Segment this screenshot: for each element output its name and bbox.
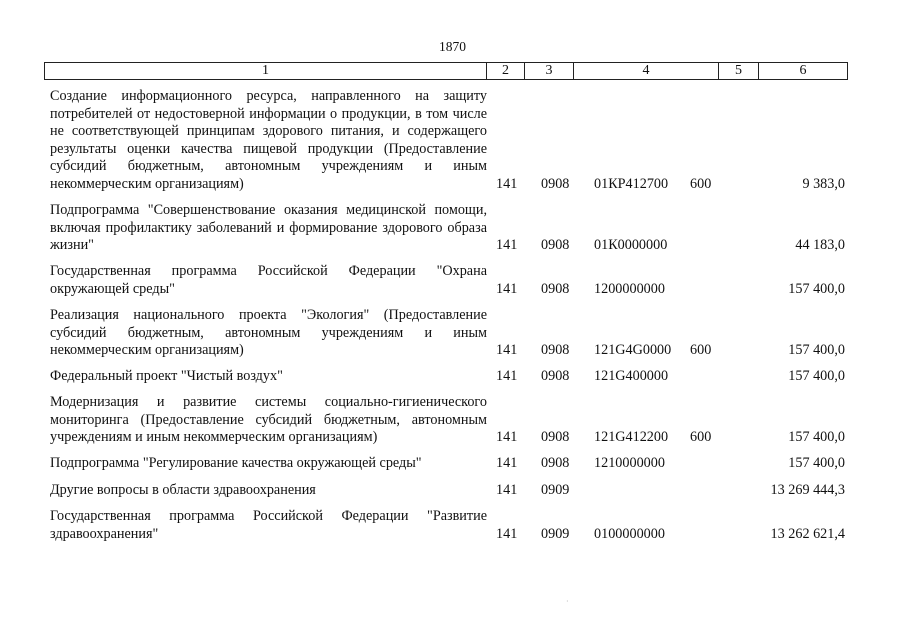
- table-row: [0, 482, 905, 499]
- row-code-section: 0908: [541, 175, 570, 192]
- row-amount: 13 262 621,4: [770, 525, 845, 542]
- row-description: Создание информационного ресурса, направленного на защиту потребителей от недостоверной информации о продукции, в том числе не соответствующей принципам здорового питания, и содержащего результаты оценки качества пищевой продукции (Предоставление субсидий бюджетным, автономным учреждениям и иным некоммерческим организациям): [50, 88, 487, 192]
- row-code-target: 121G4G0000: [594, 341, 672, 358]
- column-header-6: 6: [759, 63, 848, 80]
- row-amount: 9 383,0: [802, 175, 845, 192]
- column-header-3: 3: [525, 63, 574, 80]
- table-row: [0, 394, 905, 446]
- row-amount: 157 400,0: [788, 367, 845, 384]
- row-code-target: 0100000000: [594, 525, 665, 542]
- column-header-4: 4: [574, 63, 719, 80]
- row-amount: 44 183,0: [795, 236, 845, 253]
- row-amount: 157 400,0: [788, 454, 845, 471]
- row-code-section: 0908: [541, 280, 570, 297]
- row-code-section: 0908: [541, 454, 570, 471]
- table-row: [0, 263, 905, 298]
- row-code-section: 0908: [541, 341, 570, 358]
- row-code-ministry: 141: [496, 280, 518, 297]
- row-description: Модернизация и развитие системы социально-гигиенического мониторинга (Предоставление субсидий бюджетным, автономным учреждениям и иным некоммерческим организациям): [50, 394, 487, 445]
- row-code-ministry: 141: [496, 428, 518, 445]
- row-description: Подпрограмма "Совершенствование оказания медицинской помощи, включая профилактику заболеваний и формирование здорового образа жизни": [50, 202, 487, 253]
- row-code-section: 0908: [541, 236, 570, 253]
- row-code-target: 121G412200: [594, 428, 669, 445]
- row-description: Реализация национального проекта "Экология" (Предоставление субсидий бюджетным, автономным учреждениям и иным некоммерческим организациям): [50, 307, 487, 358]
- scan-speck: ·: [566, 597, 569, 606]
- column-header-row: [45, 63, 848, 80]
- row-code-expense-type: 600: [690, 428, 712, 445]
- table-row: [0, 202, 905, 254]
- row-code-ministry: 141: [496, 481, 518, 498]
- row-description: Государственная программа Российской Федерации "Охрана окружающей среды": [50, 263, 487, 297]
- row-code-target: 1210000000: [594, 454, 665, 471]
- table-row: [0, 88, 905, 193]
- row-code-section: 0909: [541, 525, 570, 542]
- column-header-5: 5: [719, 63, 759, 80]
- row-code-expense-type: 600: [690, 341, 712, 358]
- column-header-2: 2: [487, 63, 525, 80]
- row-code-section: 0908: [541, 428, 570, 445]
- row-amount: 157 400,0: [788, 341, 845, 358]
- row-code-expense-type: 600: [690, 175, 712, 192]
- row-description: Подпрограмма "Регулирование качества окружающей среды": [50, 455, 422, 471]
- table-row: [0, 455, 905, 472]
- row-code-section: 0908: [541, 367, 570, 384]
- row-code-target: 01К0000000: [594, 236, 668, 253]
- page-number: 1870: [439, 39, 466, 54]
- row-amount: 157 400,0: [788, 428, 845, 445]
- row-description: Государственная программа Российской Федерации "Развитие здравоохранения": [50, 508, 487, 542]
- row-code-target: 121G400000: [594, 367, 669, 384]
- table-row: [0, 368, 905, 385]
- table-row: [0, 307, 905, 359]
- row-amount: 157 400,0: [788, 280, 845, 297]
- row-description: Федеральный проект "Чистый воздух": [50, 368, 283, 384]
- column-header-table: [44, 62, 848, 80]
- row-amount: 13 269 444,3: [770, 481, 845, 498]
- row-code-target: 1200000000: [594, 280, 665, 297]
- table-row: [0, 508, 905, 543]
- row-code-ministry: 141: [496, 236, 518, 253]
- row-code-target: 01КР412700: [594, 175, 669, 192]
- row-code-ministry: 141: [496, 525, 518, 542]
- row-code-ministry: 141: [496, 341, 518, 358]
- row-code-ministry: 141: [496, 367, 518, 384]
- column-header-1: 1: [45, 63, 487, 80]
- row-code-section: 0909: [541, 481, 570, 498]
- row-code-ministry: 141: [496, 175, 518, 192]
- row-code-ministry: 141: [496, 454, 518, 471]
- row-description: Другие вопросы в области здравоохранения: [50, 482, 316, 498]
